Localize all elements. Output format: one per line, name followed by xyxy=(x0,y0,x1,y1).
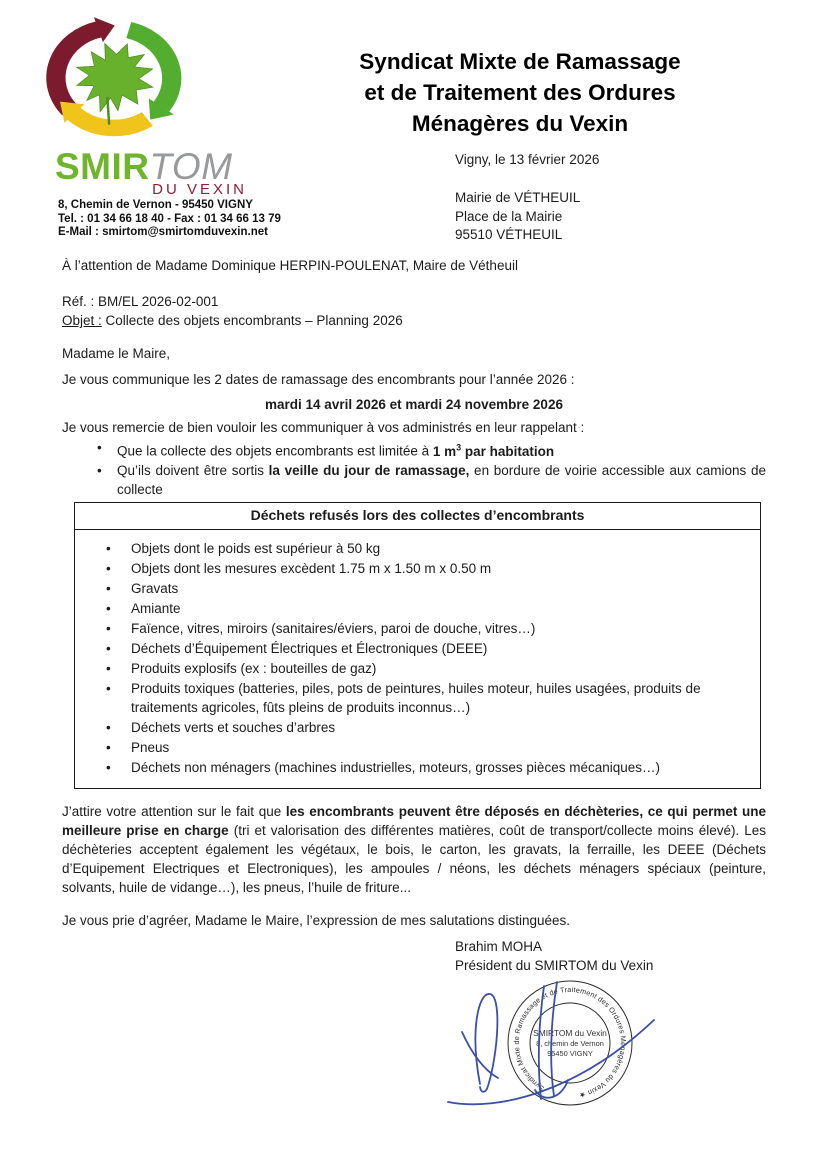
reference-line xyxy=(62,292,766,311)
reminder-item-2 xyxy=(117,461,766,499)
stamp-center-line-2: 8, chemin de Vernon xyxy=(536,1039,604,1048)
refused-item: • Produits toxiques (batteries, piles, pots de peintures, huiles moteur, huiles usagées, produits de traitements agricoles, fûts pleins de produits inconnus…) xyxy=(131,679,752,717)
signer-name: Brahim MOHA xyxy=(455,939,543,954)
signer-title: Président du SMIRTOM du Vexin xyxy=(455,957,654,973)
stamp-ring-text: Syndicat Mixte de Ramassage et de Traitement des Ordures Ménagères du Vexin ★ xyxy=(511,984,628,1101)
stamp-center-line-3: 95450 VIGNY xyxy=(547,1049,593,1058)
refused-item: • Produits explosifs (ex : bouteilles de gaz) xyxy=(131,659,752,678)
objet-line xyxy=(62,311,766,330)
contact-phone: Tel. : 01 34 66 18 40 - Fax : 01 34 66 13 79 xyxy=(58,212,281,225)
para-pre: J’attire votre attention sur le fait que xyxy=(62,804,286,819)
title-line-2: et de Traitement des Ordures xyxy=(364,80,676,105)
refused-item: • Déchets verts et souches d’arbres xyxy=(131,718,752,737)
refused-item: • Faïence, vitres, miroirs (sanitaires/éviers, paroi de douche, vitres…) xyxy=(131,619,752,638)
valediction: Je vous prie d’agréer, Madame le Maire, l’expression de mes salutations distinguées. xyxy=(62,913,571,928)
reminder-item-1-text: Que la collecte des objets encombrants est limitée à xyxy=(117,443,433,459)
objet-value: Collecte des objets encombrants – Planning 2026 xyxy=(101,313,403,328)
para-post: (tri et valorisation des différentes matières, coût de transport/collecte moins élevé). Les déchèteries acceptent également les végétaux, le bois, le carton, les gravats, la ferraille, les DEEE (Déchets d’Equipement Electriques et Electroniques), les ampoules / néons, les déchets ménagers spéciaux (peinture, solvants, huile de vidange…), les pneus, l’huile de friture... xyxy=(62,823,767,895)
refused-item: • Objets dont le poids est supérieur à 50 kg xyxy=(131,539,752,558)
collection-dates: mardi 14 avril 2026 et mardi 24 novembre 2026 xyxy=(265,397,563,412)
refused-items-list xyxy=(75,530,760,788)
refused-box-title: Déchets refusés lors des collectes d’encombrants xyxy=(75,503,760,530)
refused-item: • Gravats xyxy=(131,579,752,598)
reminder-item-1 xyxy=(117,438,766,461)
contact-address: 8, Chemin de Vernon - 95450 VIGNY xyxy=(58,199,253,211)
bold-per-home: par habitation xyxy=(461,443,555,459)
objet-label: Objet : xyxy=(62,313,102,328)
intro-line: Je vous communique les 2 dates de ramassage des encombrants pour l’année 2026 : xyxy=(62,372,575,387)
remind-intro: Je vous remercie de bien vouloir les communiquer à vos administrés en leur rappelant : xyxy=(62,420,585,435)
brand-tom: TOM xyxy=(149,146,233,187)
decheteries-paragraph xyxy=(62,802,766,897)
refused-item: • Déchets d’Équipement Électriques et Électroniques (DEEE) xyxy=(131,639,752,658)
refused-item: • Objets dont les mesures excèdent 1.75 m x 1.50 m x 0.50 m xyxy=(131,559,752,578)
ref-label: Réf. : xyxy=(62,294,95,309)
recycle-arrows-leaf-icon xyxy=(40,14,188,142)
date-line: Vigny, le 13 février 2026 xyxy=(455,152,600,167)
contact-block xyxy=(58,199,281,240)
recipient-line-3: 95510 VÉTHEUIL xyxy=(455,227,563,242)
official-stamp-and-signature xyxy=(440,962,710,1124)
reminder-item-1-bold xyxy=(433,444,554,459)
brand-subtitle: DU VEXIN xyxy=(152,181,247,198)
reminder-item-2-bold: la veille du jour de ramassage, xyxy=(268,463,470,478)
page-title xyxy=(290,46,750,139)
refused-item: • Amiante xyxy=(131,599,752,618)
bold-volume: 1 m xyxy=(432,443,457,459)
title-line-3: Ménagères du Vexin xyxy=(411,111,629,136)
brand-smir: SMIR xyxy=(55,146,150,187)
stamp-center-line-1: SMIRTOM du Vexin xyxy=(533,1028,607,1038)
recipient-line-2: Place de la Mairie xyxy=(455,208,563,224)
ref-value: BM/EL 2026-02-001 xyxy=(94,294,219,309)
reminder-list xyxy=(62,438,766,499)
recipient-block xyxy=(455,189,580,245)
contact-email: E-Mail : smirtom@smirtomduvexin.net xyxy=(58,226,268,238)
refused-waste-box xyxy=(74,502,761,789)
attention-line: À l’attention de Madame Dominique HERPIN-POULENAT, Maire de Vétheuil xyxy=(62,258,518,273)
para-bold: les encombrants peuvent être déposés en déchèteries, ce qui permet une meilleure prise en charge xyxy=(62,804,766,838)
letter-body xyxy=(62,250,766,975)
reminder-item-2-pre: Qu’ils doivent être sortis xyxy=(117,463,269,478)
salutation: Madame le Maire, xyxy=(62,346,171,361)
refused-item: • Déchets non ménagers (machines industrielles, moteurs, grosses pièces mécaniques…) xyxy=(131,758,752,777)
title-line-1: Syndicat Mixte de Ramassage xyxy=(359,49,681,74)
recipient-line-1: Mairie de VÉTHEUIL xyxy=(455,190,581,205)
volume-exponent: 3 xyxy=(456,442,462,452)
reminder-item-2-post: en bordure de voirie accessible aux camions de collecte xyxy=(117,463,766,497)
refused-item: • Pneus xyxy=(131,738,752,757)
